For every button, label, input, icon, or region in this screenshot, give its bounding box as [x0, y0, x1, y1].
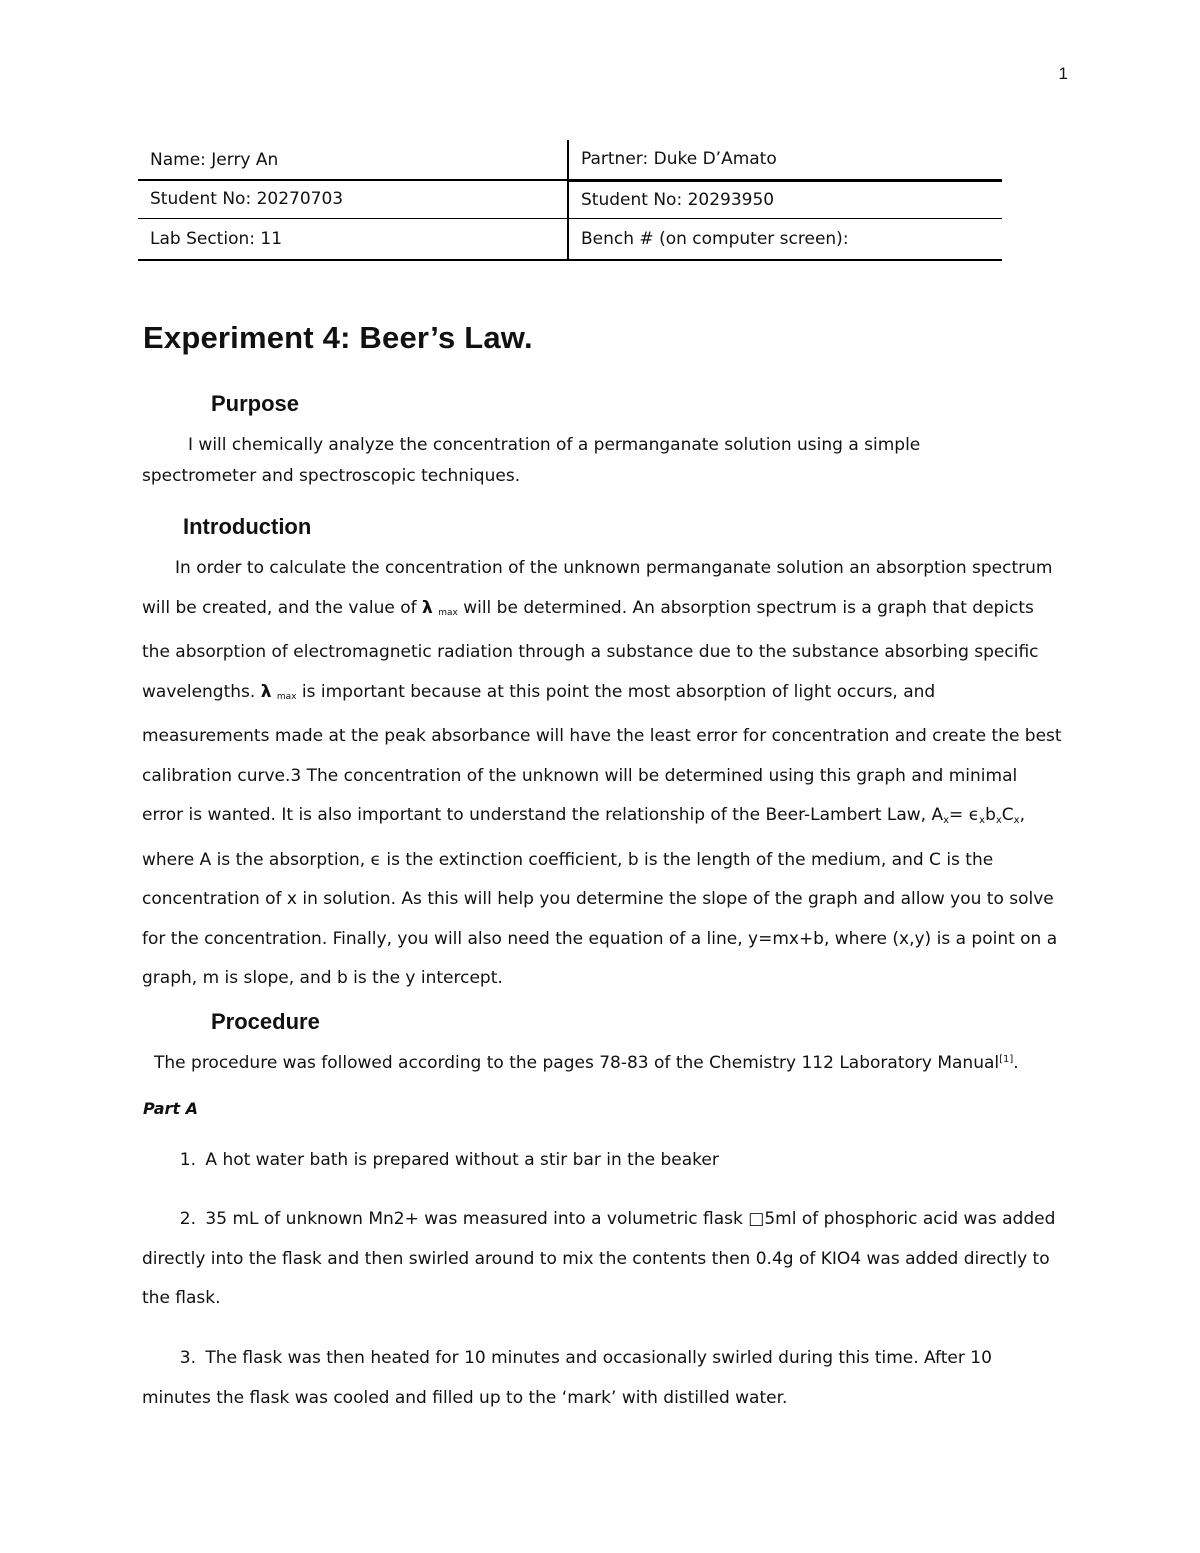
subscript-x: x — [979, 815, 986, 826]
subscript-x: x — [1013, 815, 1020, 826]
document-title: Experiment 4: Beer’s Law. — [143, 320, 533, 355]
intro-text-2: will be determined. An absorption spectrum is a graph that depicts the absorption of electromagnetic radiation through a substance due to the substance absorbing specific wavelengths. — [142, 597, 1039, 702]
intro-text-1: In order to calculate the concentration of the unknown permanganate solution an absorption spectrum will be created, and the value of — [142, 558, 1053, 618]
subscript-x: x — [943, 815, 950, 826]
step-number: 2. — [179, 1209, 196, 1229]
partner-number-cell: Student No: 20293950 — [568, 180, 1002, 218]
intro-text-5: b — [985, 805, 996, 825]
student-number-cell: Student No: 20270703 — [138, 180, 568, 218]
table-row — [138, 180, 1002, 218]
step-text: 35 mL of unknown Mn2+ was measured into a volumetric flask □5ml of phosphoric acid was added directly into the flask and then swirled around to mix the contents then 0.4g of KIO4 was added directly to the flask. — [142, 1209, 1056, 1308]
step-text: The flask was then heated for 10 minutes and occasionally swirled during this time. After 10 minutes the flask was cooled and filled up to the ‘mark’ with distilled water. — [142, 1348, 992, 1408]
purpose-heading: Purpose — [211, 391, 300, 416]
list-item — [142, 1141, 1062, 1181]
student-info-table — [138, 140, 1002, 261]
page-number: 1 — [1058, 64, 1068, 83]
step-number: 1. — [179, 1150, 196, 1170]
partner-name-cell: Partner: Duke D’Amato — [568, 140, 1002, 180]
part-a-label: Part A — [143, 1099, 198, 1118]
intro-text-4: = ϵ — [949, 805, 980, 825]
procedure-period: . — [1013, 1053, 1019, 1073]
subscript-x: x — [995, 815, 1002, 826]
introduction-paragraph — [142, 549, 1062, 999]
introduction-heading: Introduction — [183, 514, 312, 539]
list-item — [142, 1339, 1062, 1418]
reference-link[interactable]: [1] — [999, 1054, 1014, 1065]
bench-cell: Bench # (on computer screen): — [568, 218, 1002, 260]
procedure-paragraph — [142, 1046, 1074, 1077]
step-text: A hot water bath is prepared without a stir bar in the beaker — [205, 1150, 719, 1170]
purpose-line-1: I will chemically analyze the concentration of a permanganate solution using a simple — [188, 435, 921, 455]
intro-text-6: C — [1001, 805, 1014, 825]
lambda-symbol: λ — [260, 681, 272, 702]
intro-text-3: is important because at this point the most absorption of light occurs, and measurements made at the peak absorbance will have the least error for concentration and create the best calibration curve.3 The concentration of the unknown will be determined using this graph and minimal error is wanted. It is also important to understand the relationship of the Beer-Lambert Law, A — [142, 681, 1062, 825]
purpose-paragraph — [142, 430, 1062, 492]
intro-text-7: , where A is the absorption, ϵ is the extinction coefficient, b is the length of the medium, and C is the concentration of x in solution. As this will help you determine the slope of the graph and allow you to solve for the concentration. Finally, you will also need the equation of a line, y=mx+b, where (x,y) is a point on a graph, m is slope, and b is the y intercept. — [142, 805, 1058, 988]
lab-section-cell: Lab Section: 11 — [138, 218, 568, 260]
step-number: 3. — [179, 1348, 196, 1368]
max-subscript: max — [276, 691, 297, 702]
lambda-symbol: λ — [422, 597, 433, 618]
procedure-text: The procedure was followed according to the pages 78-83 of the Chemistry 112 Laboratory Manual — [154, 1053, 1000, 1073]
max-subscript: max — [438, 607, 458, 618]
procedure-heading: Procedure — [211, 1009, 320, 1034]
purpose-line-2: spectrometer and spectroscopic techniques. — [142, 466, 521, 486]
table-row — [138, 140, 1002, 180]
student-name-cell: Name: Jerry An — [138, 140, 568, 180]
list-item — [142, 1200, 1062, 1319]
table-row — [138, 218, 1002, 260]
